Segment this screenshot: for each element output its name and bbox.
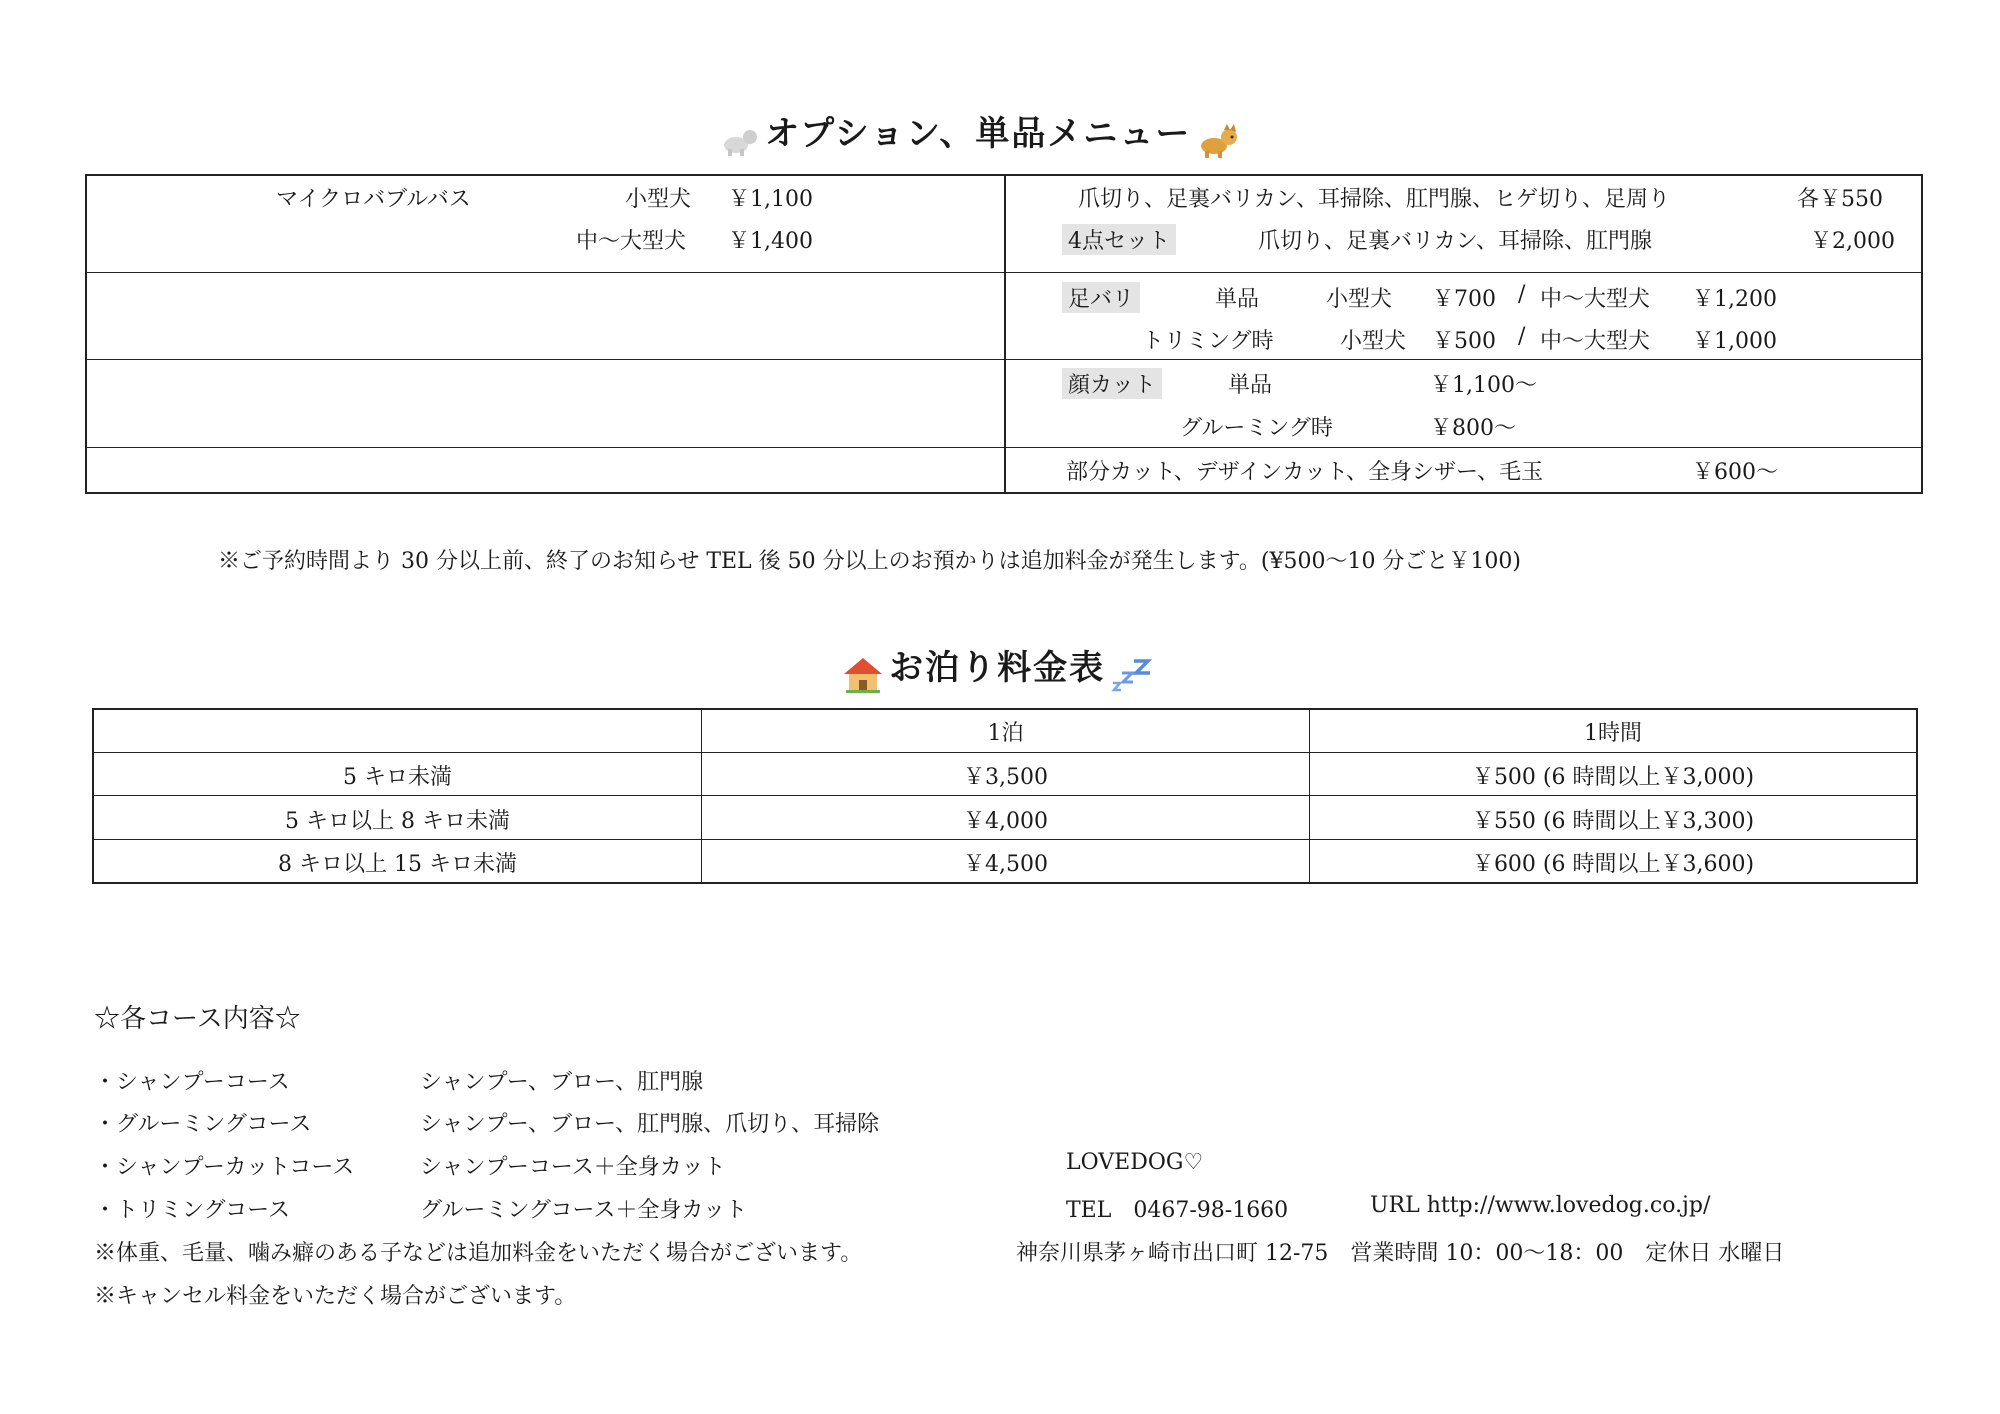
stay-row-weight: 5 キロ以上 8 キロ未満	[285, 809, 510, 834]
ashibari-trim: トリミング時	[1142, 329, 1274, 354]
course-name: ・シャンプーコース	[94, 1070, 290, 1095]
face-groom: グルーミング時	[1180, 416, 1333, 441]
shop-name: LOVEDOG♡	[1066, 1150, 1204, 1175]
ashibari-single: 単品	[1215, 287, 1260, 312]
ashibari-large1-price: ￥1,200	[1692, 287, 1777, 312]
stay-row-night: ￥3,500	[963, 765, 1048, 790]
course-desc: シャンプー、ブロー、肛門腺、爪切り、耳掃除	[420, 1112, 880, 1137]
stay-row-weight: 8 キロ以上 15 キロ未満	[278, 852, 517, 877]
ashibari-small2-price: ￥500	[1432, 329, 1496, 354]
dog-icon	[1196, 124, 1240, 158]
sleep-zzz-icon	[1110, 657, 1154, 693]
nail-list: 爪切り、足裏バリカン、耳掃除、肛門腺、ヒゲ切り、足周り	[1078, 187, 1671, 212]
face-single-price: ￥1,100～	[1430, 373, 1537, 398]
courses-note-cancel: ※キャンセル料金をいただく場合がございます。	[94, 1284, 577, 1309]
notice-text: ※ご予約時間より 30 分以上前、終了のお知らせ TEL 後 50 分以上のお預かりは追加料金が発生します。(¥500～10 分ごと￥100)	[218, 549, 1522, 574]
face-label: 顔カット	[1062, 368, 1162, 399]
stay-row-hour: ￥500 (6 時間以上￥3,000)	[1471, 765, 1755, 790]
stay-row-hour: ￥600 (6 時間以上￥3,600)	[1471, 852, 1755, 877]
microbubble-small-label: 小型犬	[625, 187, 692, 212]
ashibari-small2: 小型犬	[1340, 329, 1407, 354]
house-icon	[842, 656, 884, 694]
microbubble-small-price: ￥1,100	[728, 187, 813, 212]
partial-cut-price: ￥600～	[1692, 460, 1778, 485]
shop-url[interactable]: URL http://www.lovedog.co.jp/	[1370, 1193, 1711, 1218]
ashibari-label: 足バリ	[1062, 282, 1140, 313]
microbubble-name: マイクロバブルバス	[276, 187, 471, 212]
set4-price: ￥2,000	[1810, 229, 1895, 254]
courses-title: ☆各コース内容☆	[94, 1004, 301, 1034]
ashibari-small1: 小型犬	[1326, 287, 1393, 312]
stay-header-night: 1泊	[987, 721, 1024, 746]
face-groom-price: ￥800～	[1430, 416, 1516, 441]
face-single: 単品	[1228, 373, 1273, 398]
set4-label: 4点セット	[1062, 224, 1176, 255]
options-title: オプション、単品メニュー	[765, 114, 1192, 154]
partial-cut: 部分カット、デザインカット、全身シザー、毛玉	[1066, 460, 1544, 485]
stay-row-night: ￥4,000	[963, 809, 1048, 834]
course-desc: シャンプーコース＋全身カット	[420, 1155, 726, 1180]
options-title-row	[720, 106, 1240, 158]
course-name: ・グルーミングコース	[94, 1112, 312, 1137]
stay-header-hour: 1時間	[1584, 721, 1642, 746]
microbubble-large-label: 中～大型犬	[576, 229, 687, 254]
ashibari-sep2: /	[1518, 324, 1526, 349]
ashibari-large2-price: ￥1,000	[1692, 329, 1777, 354]
course-desc: グルーミングコース＋全身カット	[420, 1198, 748, 1223]
ashibari-large1: 中～大型犬	[1540, 287, 1651, 312]
dog-icon	[720, 125, 760, 157]
shop-address: 神奈川県茅ヶ崎市出口町 12-75 営業時間 10：00～18：00 定休日 水曜日	[1016, 1241, 1785, 1266]
stay-title: お泊り料金表	[889, 648, 1106, 688]
ashibari-large2: 中～大型犬	[1540, 329, 1651, 354]
ashibari-small1-price: ￥700	[1432, 287, 1496, 312]
set4-items: 爪切り、足裏バリカン、耳掃除、肛門腺	[1258, 229, 1653, 254]
stay-row-weight: 5 キロ未満	[343, 765, 452, 790]
stay-title-row	[842, 640, 1154, 694]
course-name: ・シャンプーカットコース	[94, 1155, 355, 1180]
course-desc: シャンプー、ブロー、肛門腺	[420, 1070, 704, 1095]
shop-tel: TEL 0467-98-1660	[1066, 1198, 1289, 1223]
stay-row-night: ￥4,500	[963, 852, 1048, 877]
ashibari-sep1: /	[1518, 282, 1526, 307]
microbubble-large-price: ￥1,400	[728, 229, 813, 254]
stay-row-hour: ￥550 (6 時間以上￥3,300)	[1471, 809, 1755, 834]
nail-price: 各￥550	[1797, 187, 1883, 212]
courses-note-extra: ※体重、毛量、噛み癖のある子などは追加料金をいただく場合がございます。	[94, 1241, 863, 1266]
course-name: ・トリミングコース	[94, 1198, 291, 1223]
